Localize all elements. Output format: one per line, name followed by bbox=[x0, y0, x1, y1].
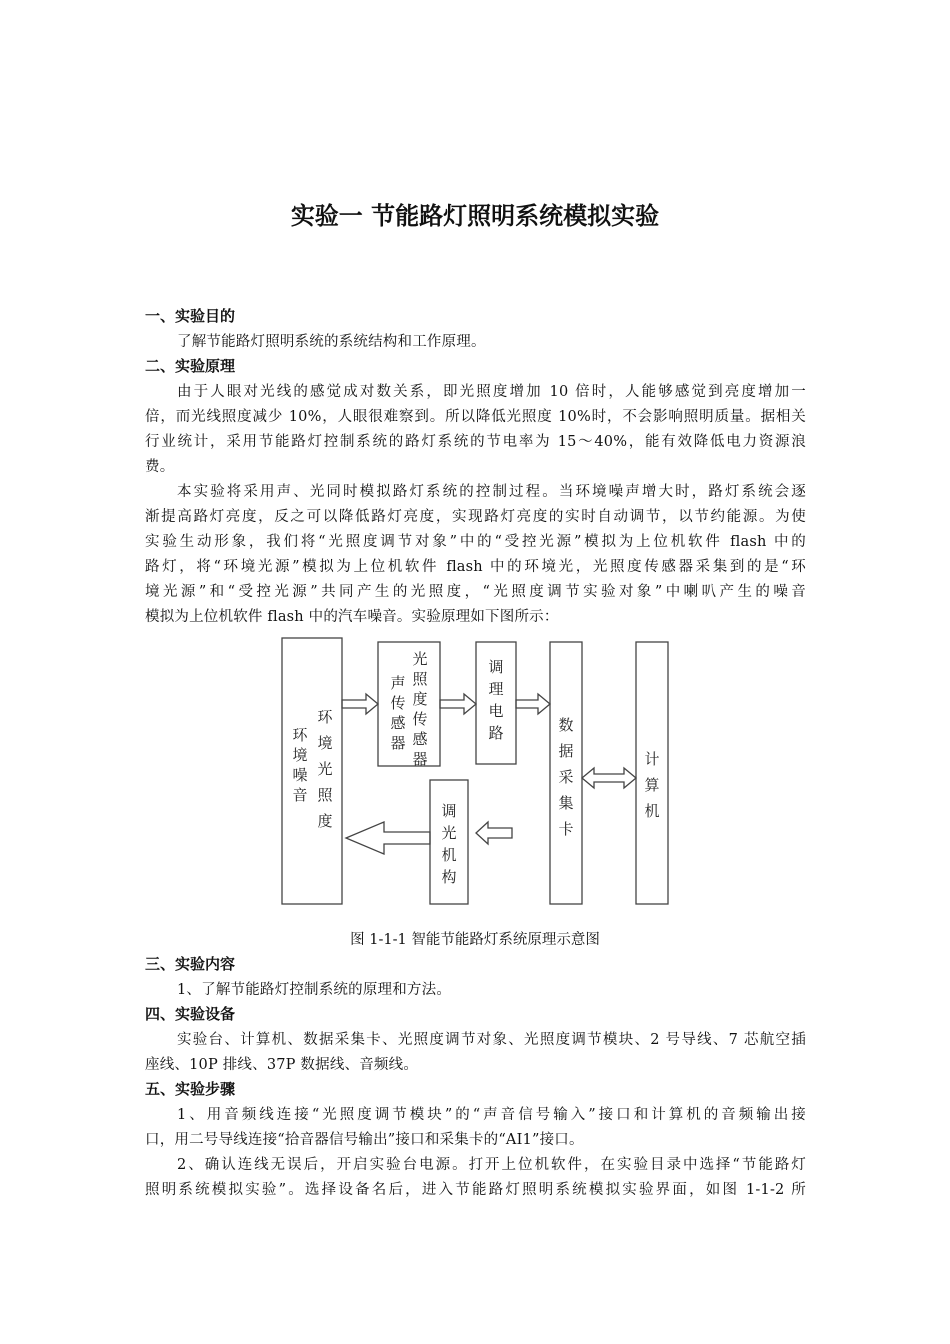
svg-text:调: 调 bbox=[488, 658, 504, 676]
env-box bbox=[282, 638, 342, 904]
paragraph-line: 路灯，将“环境光源”模拟为上位机软件 flash 中的环境光，光照度传感器采集到的是“环 bbox=[145, 559, 806, 575]
paragraph-line: 倍，而光线照度减少 10%，人眼很难察到。所以降低光照度 10%时，不会影响照明质量。据相关 bbox=[145, 409, 806, 425]
svg-text:环: 环 bbox=[317, 708, 333, 726]
svg-text:传: 传 bbox=[412, 710, 428, 728]
computer-label bbox=[644, 750, 659, 820]
paragraph-line: 境光源”和“受控光源”共同产生的光照度，“光照度调节实验对象”中喇叭产生的噪音 bbox=[145, 584, 806, 600]
section-heading-equipment: 四、实验设备 bbox=[145, 1005, 236, 1023]
arrow-sensor-to-conditioning bbox=[440, 694, 476, 714]
svg-text:采: 采 bbox=[558, 768, 574, 786]
paragraph-line: 行业统计，采用节能路灯控制系统的路灯系统的节电率为 15～40%，能有效降低电力资源浪 bbox=[145, 434, 806, 450]
paragraph-line: 由于人眼对光线的感觉成对数关系，即光照度增加 10 倍时，人能够感觉到亮度增加一 bbox=[177, 384, 806, 400]
svg-text:光: 光 bbox=[441, 824, 457, 842]
svg-text:境: 境 bbox=[317, 734, 333, 752]
svg-text:构: 构 bbox=[441, 868, 457, 886]
svg-text:感: 感 bbox=[390, 714, 406, 732]
daq-label bbox=[558, 716, 573, 838]
svg-text:光: 光 bbox=[317, 760, 333, 778]
svg-text:照: 照 bbox=[412, 670, 428, 688]
page-title: 实验一 节能路灯照明系统模拟实验 bbox=[290, 202, 660, 230]
paragraph-line: 模拟为上位机软件 flash 中的汽车噪音。实验原理如下图所示： bbox=[145, 609, 559, 625]
arrow-conditioning-to-daq bbox=[516, 694, 550, 714]
paragraph-line: 座线、10P 排线、37P 数据线、音频线。 bbox=[145, 1057, 419, 1073]
svg-text:度: 度 bbox=[412, 690, 428, 708]
arrow-daq-computer bbox=[582, 768, 636, 788]
svg-text:卡: 卡 bbox=[558, 820, 574, 838]
svg-text:环: 环 bbox=[292, 726, 308, 744]
paragraph-line: 2、确认连线无误后，开启实验台电源。打开上位机软件，在实验目录中选择“节能路灯 bbox=[177, 1157, 806, 1173]
computer-box bbox=[636, 642, 668, 904]
arrow-env-to-sensor bbox=[342, 694, 378, 714]
paragraph-line: 渐提高路灯亮度，反之可以降低路灯亮度，实现路灯亮度的实时自动调节，以节约能源。为使 bbox=[145, 509, 806, 525]
svg-text:音: 音 bbox=[292, 786, 308, 804]
paragraph-line: 实验台、计算机、数据采集卡、光照度调节对象、光照度调节模块、2 号导线、7 芯航空插 bbox=[177, 1032, 806, 1048]
paragraph-line: 照明系统模拟实验”。选择设备名后，进入节能路灯照明系统模拟实验界面，如图 1-1-2 所 bbox=[145, 1182, 806, 1198]
figure-caption: 图 1-1-1 智能节能路灯系统原理示意图 bbox=[350, 932, 600, 948]
svg-text:路: 路 bbox=[488, 724, 504, 742]
conditioning-label bbox=[488, 658, 503, 742]
paragraph-line: 费。 bbox=[145, 459, 175, 475]
paragraph-line: 了解节能路灯照明系统的系统结构和工作原理。 bbox=[177, 334, 486, 350]
svg-text:感: 感 bbox=[412, 730, 428, 748]
svg-text:光: 光 bbox=[412, 650, 428, 668]
svg-text:调: 调 bbox=[441, 802, 457, 820]
svg-text:算: 算 bbox=[644, 776, 660, 794]
svg-text:机: 机 bbox=[441, 846, 457, 864]
svg-text:机: 机 bbox=[644, 802, 660, 820]
sensor-light-label bbox=[412, 650, 428, 768]
sensor-sound-label bbox=[390, 674, 405, 752]
paragraph-line: 1、了解节能路灯控制系统的原理和方法。 bbox=[177, 982, 452, 998]
paragraph-line: 实验生动形象，我们将“光照度调节对象”中的“受控光源”模拟为上位机软件 flash 中的 bbox=[145, 534, 806, 550]
system-diagram bbox=[280, 636, 670, 908]
svg-text:声: 声 bbox=[390, 674, 406, 692]
section-heading-content: 三、实验内容 bbox=[145, 955, 236, 973]
svg-text:度: 度 bbox=[317, 812, 333, 830]
svg-text:电: 电 bbox=[488, 702, 504, 720]
svg-text:集: 集 bbox=[558, 794, 574, 812]
env-noise-label bbox=[292, 726, 308, 804]
arrow-dimmer-to-env bbox=[346, 822, 430, 854]
svg-text:理: 理 bbox=[488, 680, 504, 698]
svg-text:据: 据 bbox=[558, 742, 574, 760]
section-heading-purpose: 一、实验目的 bbox=[145, 307, 236, 325]
paragraph-line: 1、用音频线连接“光照度调节模块”的“声音信号输入”接口和计算机的音频输出接 bbox=[177, 1107, 806, 1123]
svg-text:数: 数 bbox=[558, 716, 574, 734]
dimmer-label bbox=[441, 802, 456, 886]
svg-text:传: 传 bbox=[390, 694, 406, 712]
arrow-daq-to-dimmer bbox=[476, 822, 512, 844]
svg-text:照: 照 bbox=[317, 786, 333, 804]
svg-text:计: 计 bbox=[644, 750, 660, 768]
svg-text:器: 器 bbox=[412, 750, 428, 768]
paragraph-line: 口，用二号导线连接“拾音器信号输出”接口和采集卡的“AI1”接口。 bbox=[145, 1132, 584, 1148]
section-heading-steps: 五、实验步骤 bbox=[145, 1080, 236, 1098]
svg-text:境: 境 bbox=[292, 746, 308, 764]
env-light-label bbox=[317, 708, 333, 830]
svg-text:器: 器 bbox=[390, 734, 406, 752]
sensor-box bbox=[378, 642, 440, 766]
paragraph-line: 本实验将采用声、光同时模拟路灯系统的控制过程。当环境噪声增大时，路灯系统会逐 bbox=[177, 484, 806, 500]
section-heading-principle: 二、实验原理 bbox=[145, 357, 236, 375]
svg-text:噪: 噪 bbox=[292, 766, 308, 784]
